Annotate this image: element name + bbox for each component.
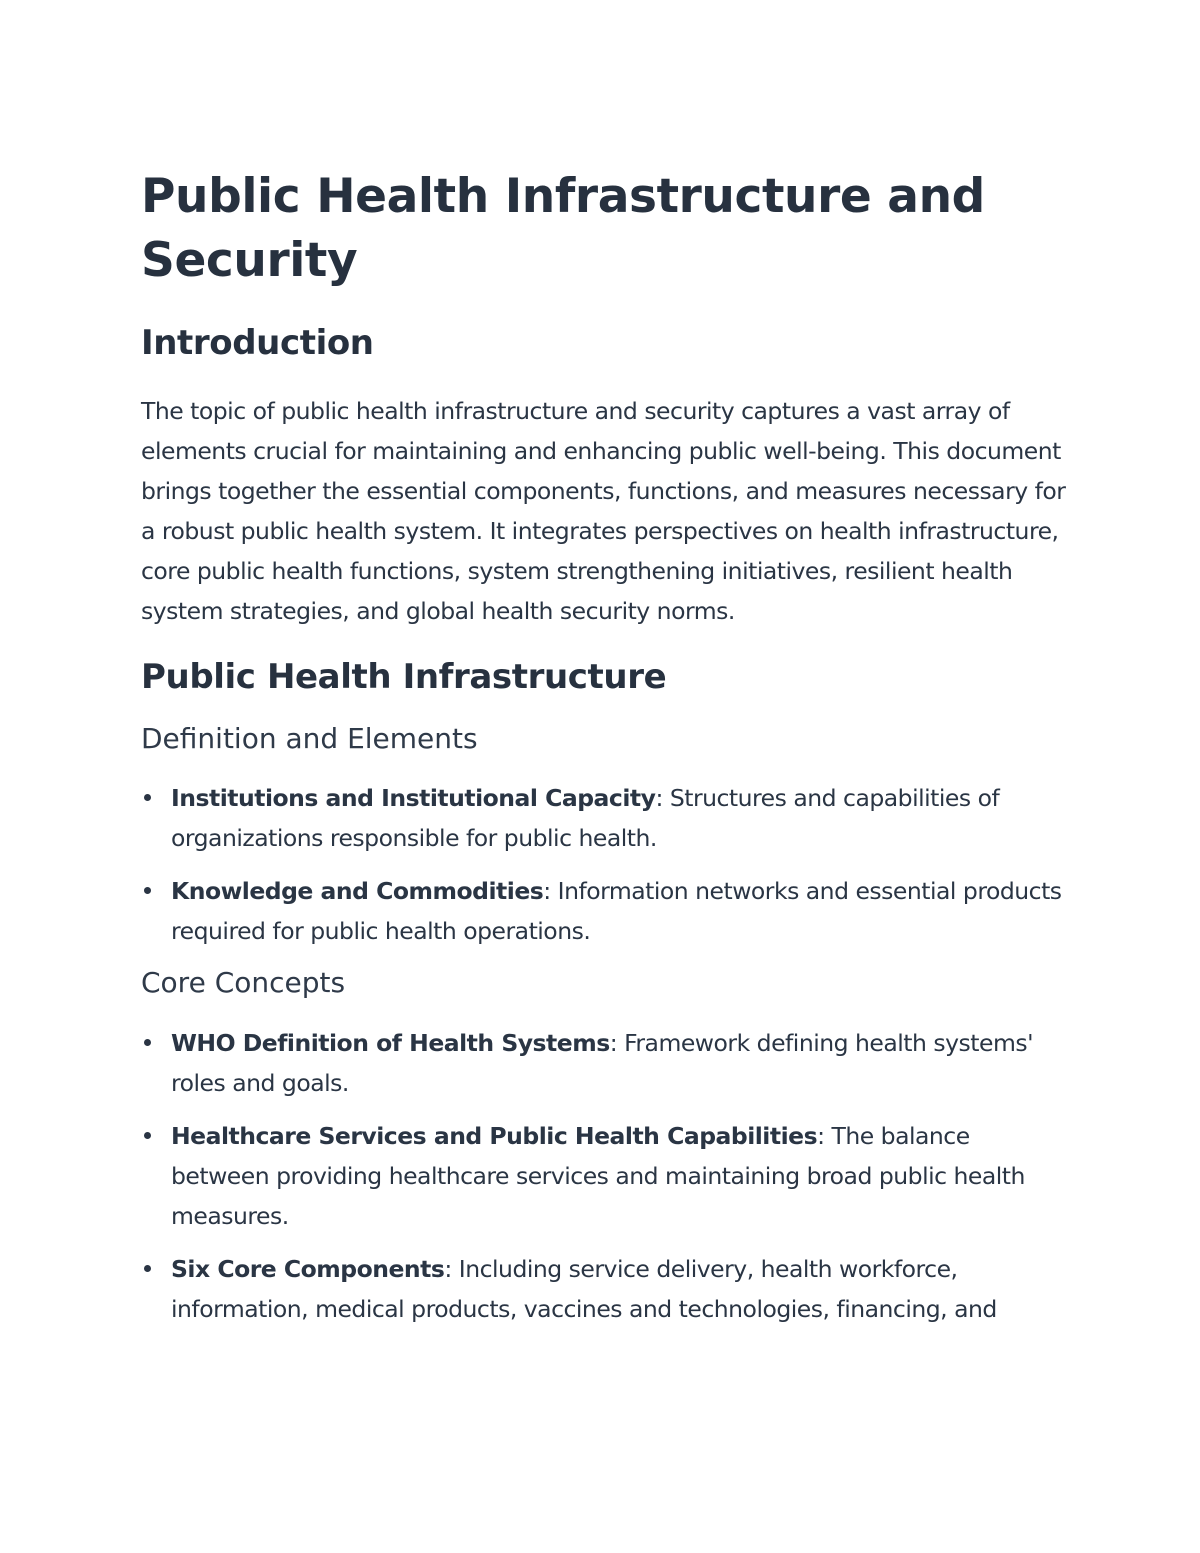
bullet-icon (144, 887, 151, 894)
document-title: Public Health Infrastructure and Security (141, 169, 985, 288)
list-item-term: Six Core Components (171, 1255, 445, 1283)
list-item-term: Knowledge and Commodities (171, 877, 544, 905)
document-page (141, 160, 1071, 1342)
list-item (141, 1116, 1071, 1236)
bullet-icon (144, 794, 151, 801)
bullet-icon (144, 1265, 151, 1272)
list-item-text: : Framework defining health systems' roles and goals. (171, 1029, 1034, 1097)
bullet-icon (144, 1039, 151, 1046)
list-item (141, 778, 1071, 858)
bullet-icon (144, 1132, 151, 1139)
list-item-text: : Including service delivery, health workforce, information, medical products, vaccines and technologies, financing, and (171, 1255, 997, 1323)
list-item (141, 871, 1071, 951)
core-concepts-subheading: Core Concepts (141, 966, 346, 999)
list-item (141, 1023, 1071, 1103)
list-item-text: : Structures and capabilities of organizations responsible for public health. (171, 784, 1000, 852)
list-item-text: : Information networks and essential products required for public health operations. (171, 877, 1062, 945)
infrastructure-heading: Public Health Infrastructure (141, 657, 667, 697)
introduction-paragraph: The topic of public health infrastructure and security captures a vast array of elements crucial for maintaining and enhancing public well-being. This document brings together the essential components, functions, and measures necessary for a robust public health system. It integrates perspectives on health infrastructure, core public health functions, system strengthening initiatives, resilient health system strategies, and global health security norms. (141, 397, 1066, 625)
core-concepts-list (141, 1023, 1071, 1329)
list-item (141, 1249, 1071, 1329)
definition-subheading: Definition and Elements (141, 722, 478, 755)
list-item-text: : The balance between providing healthcare services and maintaining broad public health measures. (171, 1122, 1025, 1230)
introduction-heading: Introduction (141, 323, 374, 363)
list-item-term: WHO Definition of Health Systems (171, 1029, 610, 1057)
definition-list (141, 778, 1071, 951)
list-item-term: Healthcare Services and Public Health Capabilities (171, 1122, 818, 1150)
list-item-term: Institutions and Institutional Capacity (171, 784, 656, 812)
